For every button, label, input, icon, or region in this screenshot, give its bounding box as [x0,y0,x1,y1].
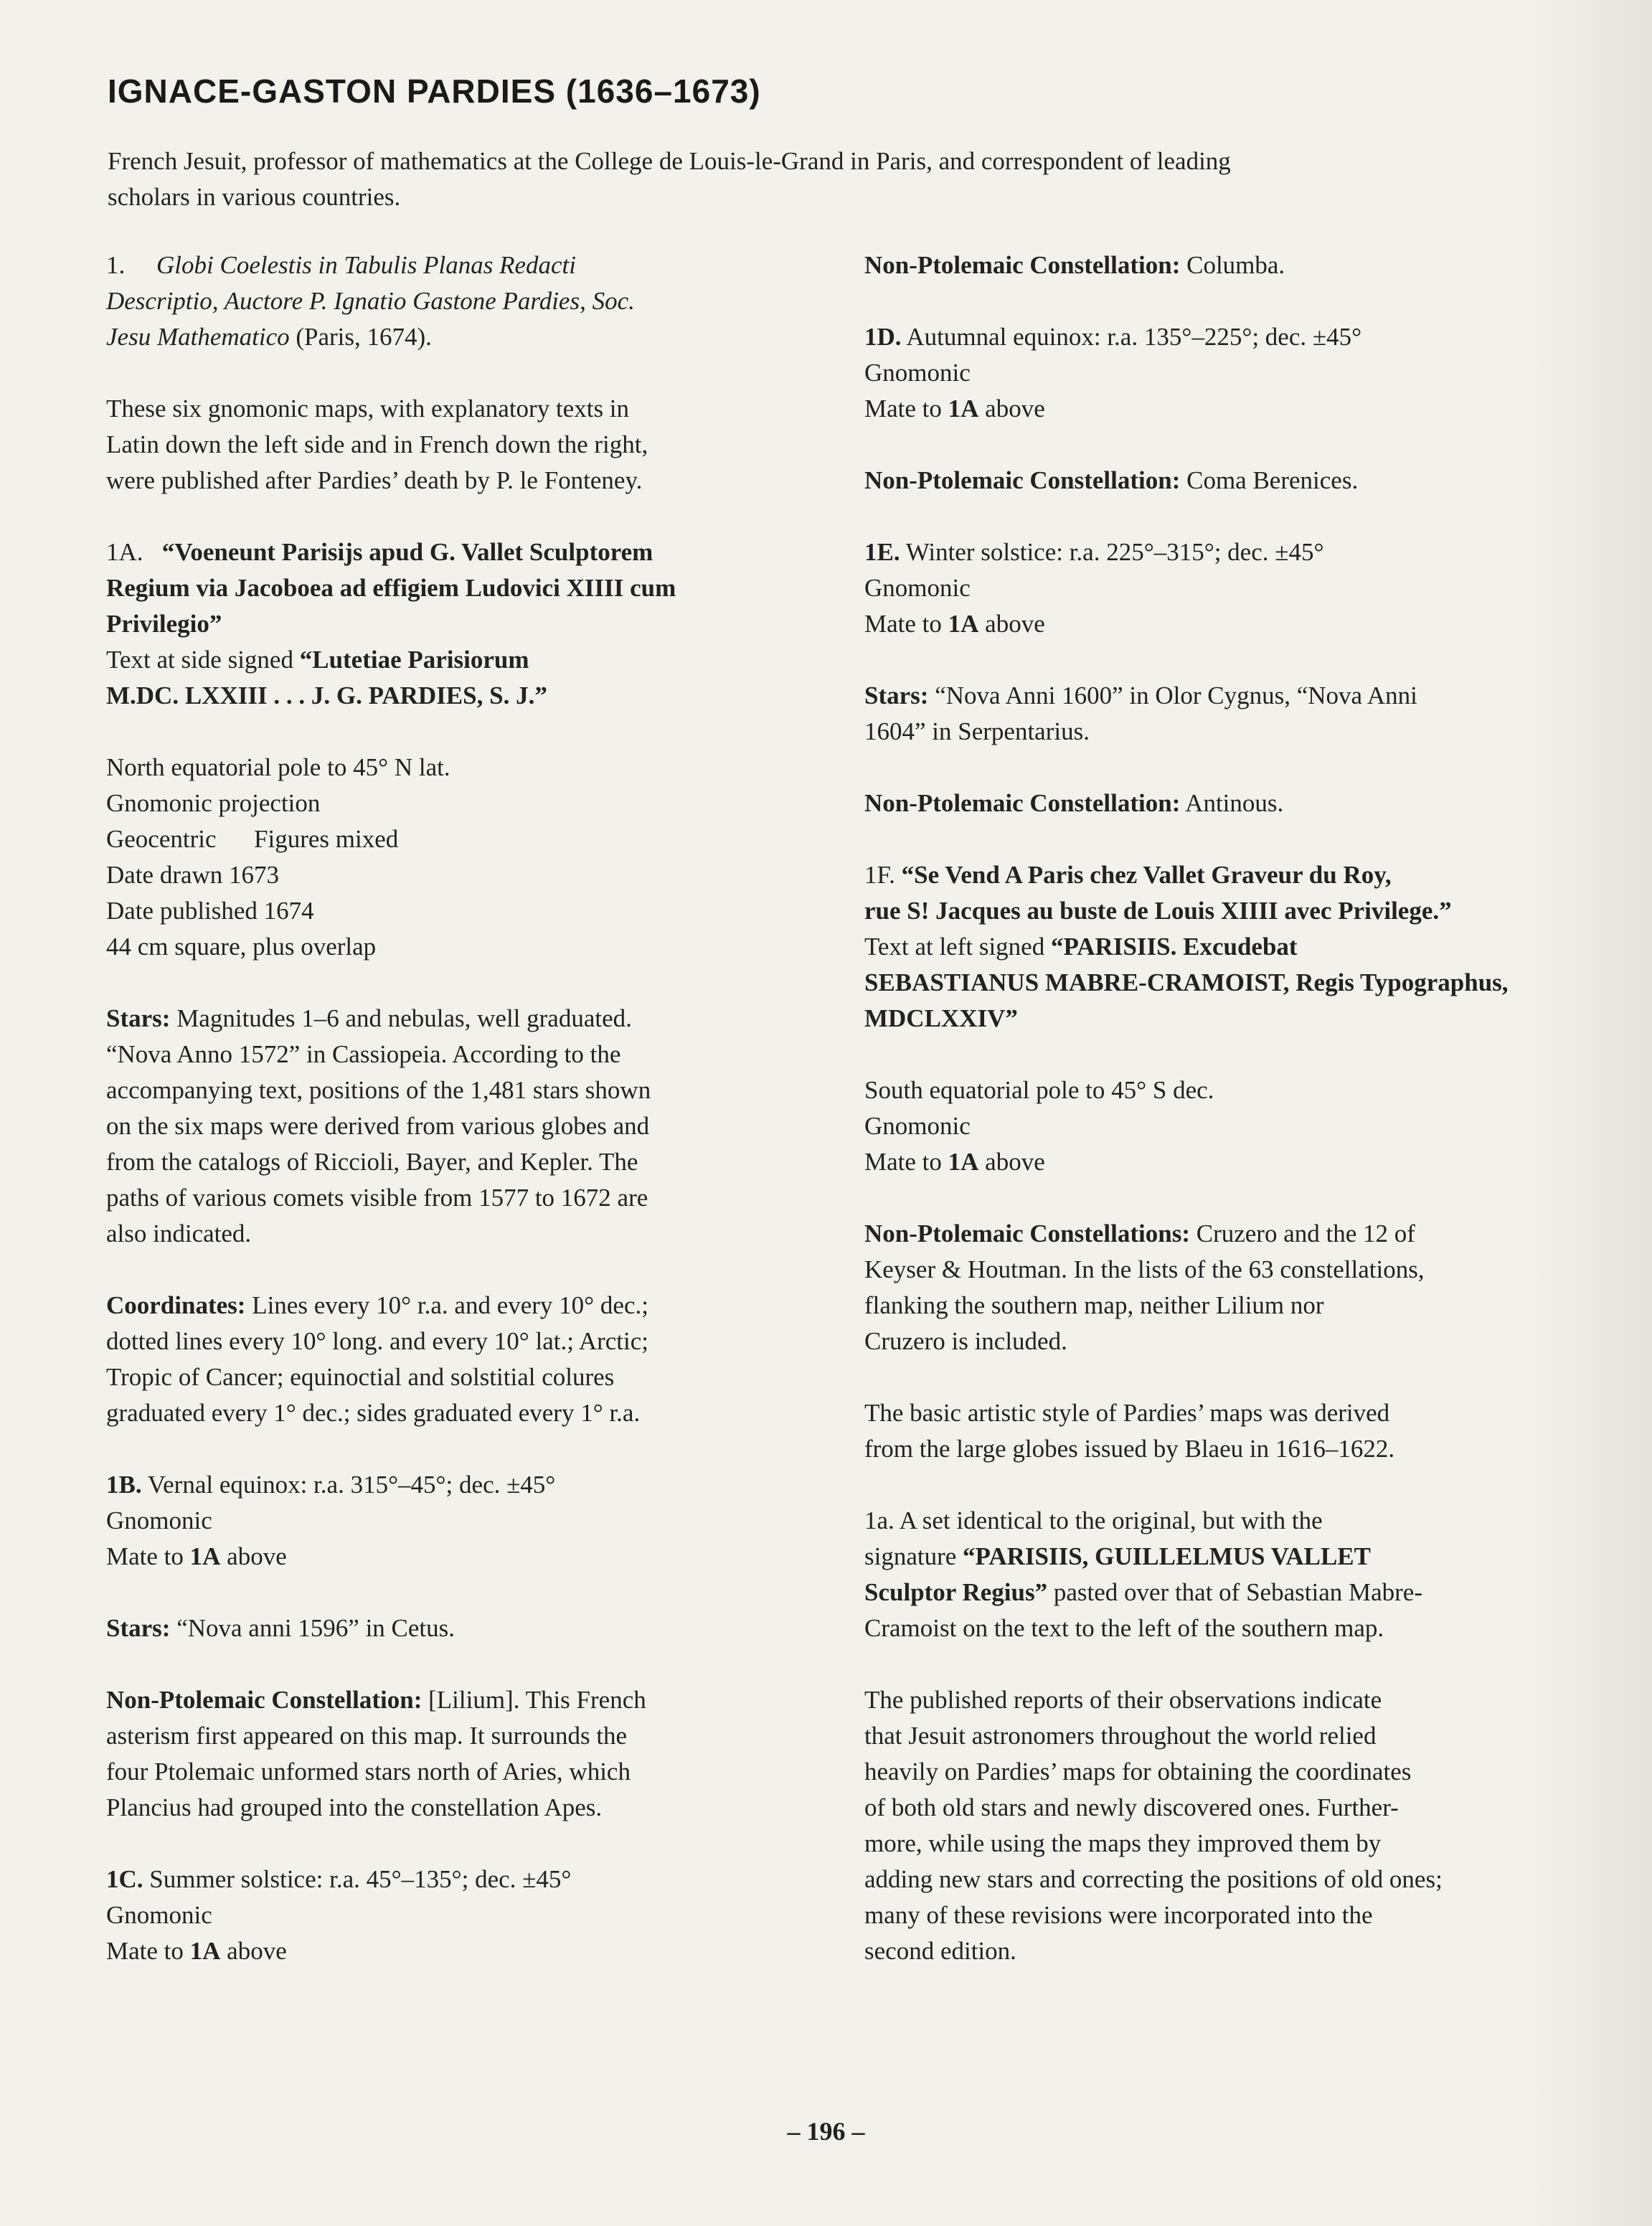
entry-reference: 1A [189,1937,221,1965]
text-line: of both old stars and newly discovered ones. Further- [864,1793,1399,1821]
text-line: [Lilium]. This French [422,1686,646,1714]
text-line: Gnomonic [864,574,971,602]
text-line: The published reports of their observations indicate [864,1686,1382,1714]
signature: SEBASTIANUS MABRE-CRAMOIST, Regis Typographus, [864,968,1509,996]
text-line: from the catalogs of Riccioli, Bayer, and Kepler. The [106,1148,638,1176]
text-line: Vernal equinox: r.a. 315°–45°; dec. ±45° [141,1471,556,1499]
text-line: Gnomonic [106,1901,212,1929]
text-line: Summer solstice: r.a. 45°–135°; dec. ±45° [143,1865,572,1893]
entry-number: 1. [106,251,126,279]
page-title: IGNACE-GASTON PARDIES (1636–1673) [108,72,761,110]
text-line: Magnitudes 1–6 and nebulas, well graduated. [170,1004,632,1032]
non-ptolemaic-1f [864,1216,1582,1359]
signature: MDCLXXIV” [864,1004,1018,1032]
text-line: from the large globes issued by Blaeu in 1616–1622. [864,1435,1395,1463]
detail-line: Geocentric Figures mixed [106,825,399,853]
entry-1f [864,857,1582,1037]
entry-1a-variant [864,1503,1582,1646]
text-line: Autumnal equinox: r.a. 135°–225°; dec. ±45° [901,323,1362,351]
text-line: also indicated. [106,1220,252,1248]
text-line: above [978,1148,1045,1176]
signature: Sculptor Regius” [864,1578,1048,1606]
entry-1a-upper [106,534,788,714]
entry-number: 1a. [864,1506,895,1534]
section-label: Non-Ptolemaic Constellations: [864,1220,1190,1248]
signature: “PARISIIS. Excudebat [1050,933,1298,961]
entry-number: 1C. [106,1865,143,1893]
text-line: Keyser & Houtman. In the lists of the 63 constellations, [864,1255,1425,1283]
text-line: dotted lines every 10° long. and every 10° lat.; Arctic; [106,1327,648,1355]
text-line: adding new stars and correcting the positions of old ones; [864,1865,1443,1893]
stars-1e [864,678,1582,750]
text-line: These six gnomonic maps, with explanatory texts in [106,395,630,423]
observations-paragraph [864,1682,1582,1969]
non-ptolemaic-1d [864,463,1582,499]
inscription: rue S! Jacques au buste de Louis XIIII avec Privilege.” [864,897,1452,925]
entry-1d [864,319,1582,427]
entry-number: 1A. [106,538,143,566]
entry-number: 1F. [864,861,895,889]
text-line: Mate to [106,1937,190,1965]
text-line: Gnomonic [106,1506,212,1534]
text-line: more, while using the maps they improved them by [864,1829,1382,1857]
entry-place-date: (Paris, 1674). [289,323,432,351]
text-line: Latin down the left side and in French down the right, [106,430,648,458]
section-label: Non-Ptolemaic Constellation: [864,789,1181,817]
coordinates-section [106,1288,788,1431]
text-line: on the six maps were derived from various globes and [106,1112,650,1140]
detail-line: North equatorial pole to 45° N lat. [106,753,450,781]
text-line: Columba. [1180,251,1285,279]
text-line: were published after Pardies’ death by P. le Fonteney. [106,466,643,494]
text-line: Coma Berenices. [1180,466,1359,494]
entry-1b [106,1467,788,1575]
non-ptolemaic-1e [864,786,1582,821]
stars-section [106,1001,788,1252]
non-ptolemaic-1b [106,1682,788,1826]
text-line: Mate to [864,1148,948,1176]
entry-1 [106,247,788,355]
text-line: pasted over that of Sebastian Mabre- [1047,1578,1422,1606]
left-column [106,247,788,2005]
text-line: Mate to [106,1542,190,1570]
entry-title: Globi Coelestis in Tabulis Planas Redacti [156,251,576,279]
text-line: Mate to [864,395,948,423]
text-line: “Nova Anno 1572” in Cassiopeia. According to the [106,1040,621,1068]
right-column [864,247,1582,2005]
inscription: “Se Vend A Paris chez Vallet Graveur du Roy, [895,861,1392,889]
non-ptolemaic-1c [864,247,1582,283]
text-line: Mate to [864,610,948,638]
intro-line: scholars in various countries. [108,183,401,211]
inscription: Privilegio” [106,610,222,638]
section-label: Non-Ptolemaic Constellation: [864,466,1181,494]
text-line: 1604” in Serpentarius. [864,717,1090,745]
map-details-1f [864,1072,1582,1180]
description-paragraph [106,391,788,499]
text-line: that Jesuit astronomers throughout the world relied [864,1722,1377,1750]
detail-line: Date drawn 1673 [106,861,280,889]
entry-reference: 1A [948,610,979,638]
text-line: “Nova anni 1596” in Cetus. [170,1614,456,1642]
entry-number: 1E. [864,538,900,566]
signature: “Lutetiae Parisiorum [299,646,529,674]
text-line: above [978,610,1045,638]
text-line: Gnomonic [864,359,971,387]
text-line: The basic artistic style of Pardies’ maps was derived [864,1399,1390,1427]
text-line: A set identical to the original, but with the [894,1506,1323,1534]
section-label: Stars: [864,682,929,709]
text-line: Cruzero is included. [864,1327,1067,1355]
text-line: above [220,1937,287,1965]
page-number: – 196 – [787,2117,865,2146]
text-line: four Ptolemaic unformed stars north of Aries, which [106,1758,631,1786]
detail-line: Date published 1674 [106,897,314,925]
section-label: Stars: [106,1614,171,1642]
entry-number: 1B. [106,1471,142,1499]
entry-reference: 1A [189,1542,221,1570]
entry-reference: 1A [948,1148,979,1176]
text-line: Winter solstice: r.a. 225°–315°; dec. ±45° [900,538,1324,566]
text-line: graduated every 1° dec.; sides graduated every 1° r.a. [106,1399,641,1427]
signature: “PARISIIS, GUILLELMUS VALLET [963,1542,1371,1570]
section-label: Coordinates: [106,1291,246,1319]
text-line: heavily on Pardies’ maps for obtaining the coordinates [864,1758,1412,1786]
text-line: Lines every 10° r.a. and every 10° dec.; [245,1291,648,1319]
text-line: second edition. [864,1937,1016,1965]
detail-line: Gnomonic [864,1112,971,1140]
inscription: Regium via Jacoboea ad effigiem Ludovici XIIII cum [106,574,676,602]
section-label: Non-Ptolemaic Constellation: [106,1686,423,1714]
text-line: many of these revisions were incorporated into the [864,1901,1373,1929]
entry-reference: 1A [948,395,979,423]
text-line: Cramoist on the text to the left of the southern map. [864,1614,1384,1642]
text-line: above [220,1542,287,1570]
stars-1b [106,1610,788,1646]
artistic-style-paragraph [864,1395,1582,1467]
text-line: “Nova Anni 1600” in Olor Cygnus, “Nova Anni [928,682,1417,709]
section-label: Non-Ptolemaic Constellation: [864,251,1181,279]
entry-1c [106,1862,788,1969]
signature: M.DC. LXXIII . . . J. G. PARDIES, S. J.” [106,682,547,709]
text-line: Text at side signed [106,646,300,674]
text-line: asterism first appeared on this map. It surrounds the [106,1722,628,1750]
entry-number: 1D. [864,323,902,351]
section-label: Stars: [106,1004,171,1032]
text-line: Antinous. [1180,789,1284,817]
detail-line: South equatorial pole to 45° S dec. [864,1076,1214,1104]
text-line: above [978,395,1045,423]
text-line: accompanying text, positions of the 1,481 stars shown [106,1076,651,1104]
text-line: paths of various comets visible from 1577 to 1672 are [106,1184,648,1212]
text-line: flanking the southern map, neither Lilium nor [864,1291,1324,1319]
intro-paragraph [108,143,1471,215]
entry-1e [864,534,1582,642]
text-line: Tropic of Cancer; equinoctial and solstitial colures [106,1363,615,1391]
text-line: Cruzero and the 12 of [1189,1220,1415,1248]
text-line: Plancius had grouped into the constellation Apes. [106,1793,603,1821]
entry-title: Jesu Mathematico [106,323,290,351]
text-line: signature [864,1542,963,1570]
text-line: Text at left signed [864,933,1051,961]
map-details [106,750,788,965]
detail-line: 44 cm square, plus overlap [106,933,377,961]
intro-line: French Jesuit, professor of mathematics at the College de Louis-le-Grand in Paris, and correspondent of leading [108,147,1231,175]
entry-title: Descriptio, Auctore P. Ignatio Gastone Pardies, Soc. [106,287,635,315]
detail-line: Gnomonic projection [106,789,321,817]
inscription: “Voeneunt Parisijs apud G. Vallet Sculptorem [161,538,653,566]
